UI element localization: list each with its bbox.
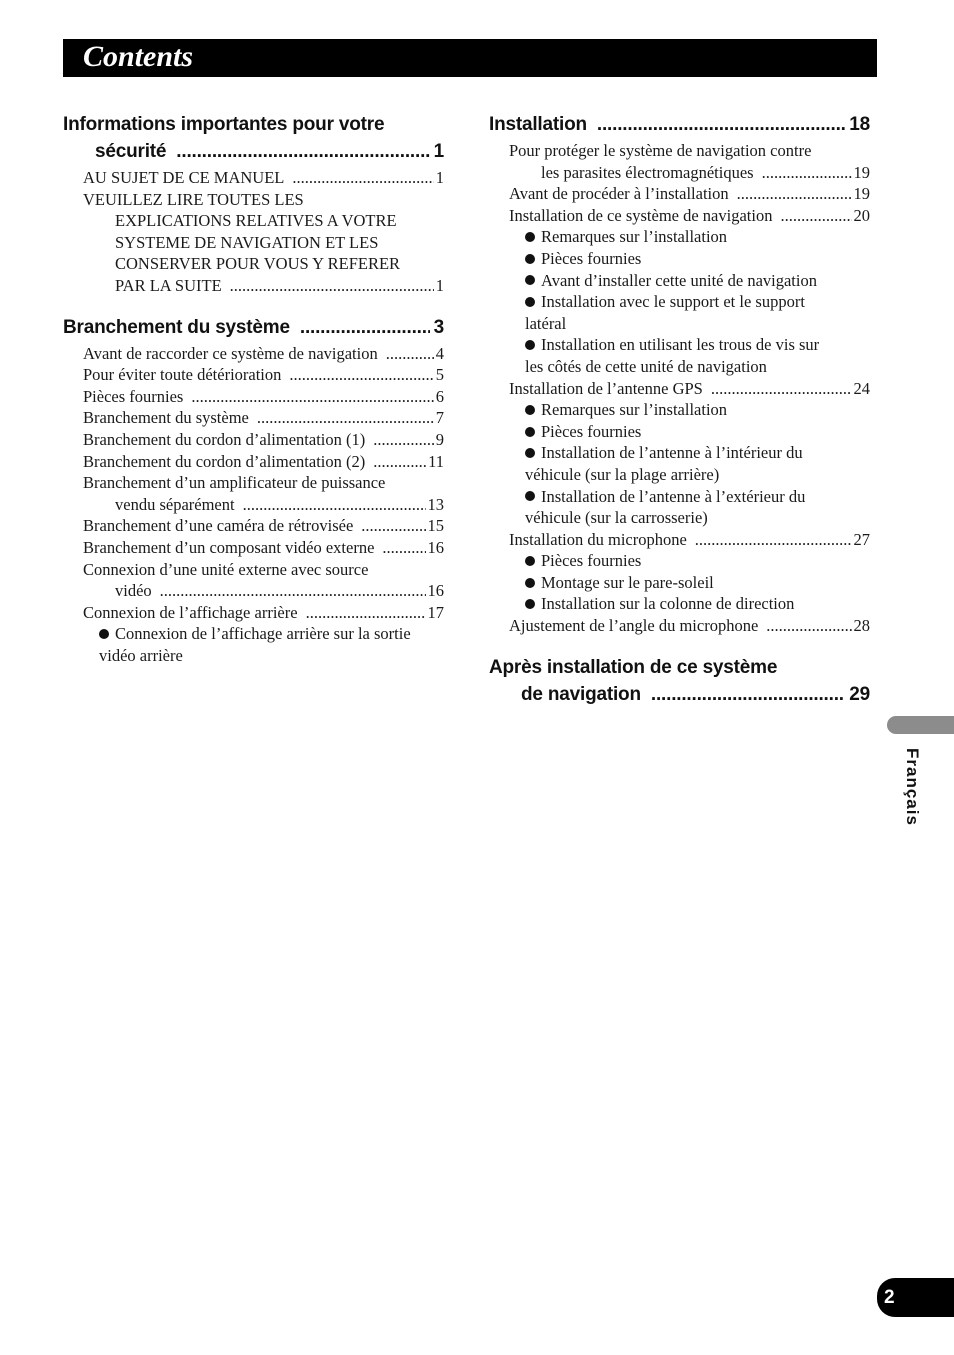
toc-entry[interactable] — [83, 343, 444, 365]
entry-page-number: 9 — [435, 429, 444, 449]
entry-text: latéral — [525, 313, 567, 333]
entry-page-number: 5 — [435, 365, 444, 385]
entry-page-number: 19 — [853, 162, 870, 182]
dot-leader — [651, 681, 845, 708]
entry-text: vidéo arrière — [99, 645, 183, 665]
entry-text: VEUILLEZ LIRE TOUTES LES — [83, 189, 304, 209]
entry-text: Branchement d’un amplificateur de puissance — [83, 473, 386, 493]
toc-section-connection[interactable] — [63, 314, 444, 341]
section-page-number: 1 — [433, 141, 444, 162]
toc-entry[interactable] — [83, 167, 444, 189]
entry-page-number: 20 — [853, 205, 870, 225]
dot-leader — [230, 275, 434, 297]
bullet-icon — [525, 340, 535, 350]
entry-text: Branchement du cordon d’alimentation (2) — [83, 451, 366, 471]
toc-subentry[interactable] — [509, 486, 870, 529]
entry-text: Pièces fournies — [541, 248, 642, 268]
bullet-icon — [525, 232, 535, 242]
toc-entry[interactable] — [83, 189, 444, 297]
entry-text: Pour éviter toute détérioration — [83, 365, 282, 385]
bullet-icon — [525, 254, 535, 264]
entry-text: Pièces fournies — [541, 551, 642, 571]
toc-section-after-installation[interactable] — [489, 654, 870, 708]
entry-page-number: 13 — [427, 494, 444, 514]
toc-entry[interactable] — [509, 183, 870, 205]
section-title: Branchement du système — [63, 316, 290, 338]
entry-page-number: 16 — [427, 581, 444, 601]
entry-text: Connexion d’une unité externe avec source — [83, 559, 369, 579]
entry-text: les parasites électromagnétiques — [541, 162, 754, 182]
dot-leader — [289, 364, 433, 386]
dot-leader — [300, 314, 430, 341]
bullet-icon — [525, 491, 535, 501]
entry-text: Avant de raccorder ce système de navigation — [83, 343, 378, 363]
entry-page-number: 1 — [435, 275, 444, 295]
entry-text: Montage sur le pare-soleil — [541, 572, 714, 592]
dot-leader — [386, 343, 434, 365]
toc-entry[interactable] — [83, 407, 444, 429]
toc-entry[interactable] — [509, 140, 870, 183]
entry-text: Connexion de l’affichage arrière sur la sortie — [115, 624, 411, 644]
bullet-icon — [525, 405, 535, 415]
toc-entry[interactable] — [83, 364, 444, 386]
page-number: 2 — [877, 1278, 954, 1317]
dot-leader — [382, 537, 425, 559]
entry-text: les côtés de cette unité de navigation — [525, 356, 767, 376]
entry-text: vendu séparément — [115, 494, 235, 514]
entry-page-number: 16 — [427, 537, 444, 557]
section-page-number: 3 — [433, 316, 444, 338]
dot-leader — [780, 205, 851, 227]
toc-subentry[interactable] — [83, 623, 444, 666]
toc-subentry[interactable] — [509, 399, 870, 421]
toc-subentry[interactable] — [509, 572, 870, 594]
entry-page-number: 6 — [435, 386, 444, 406]
section-title-line: sécurité — [95, 141, 167, 162]
entry-text: Installation de l’antenne à l’extérieur du — [541, 486, 806, 506]
dot-leader — [257, 407, 434, 429]
dot-leader — [373, 429, 434, 451]
dot-leader — [373, 451, 426, 473]
entry-page-number: 17 — [427, 602, 444, 622]
toc-entry[interactable] — [509, 205, 870, 227]
entry-page-number: 15 — [427, 516, 444, 536]
entry-page-number: 24 — [853, 378, 870, 398]
entry-text: Ajustement de l’angle du microphone — [509, 616, 759, 636]
entry-text: Installation avec le support et le support — [541, 292, 805, 312]
dot-leader — [176, 138, 429, 165]
toc-entry[interactable] — [509, 615, 870, 637]
entry-text: PAR LA SUITE — [115, 275, 222, 295]
entry-text: Branchement d’un composant vidéo externe — [83, 537, 375, 557]
toc-entry[interactable] — [83, 602, 444, 624]
entry-text: SYSTEME DE NAVIGATION ET LES — [115, 232, 379, 252]
toc-entry[interactable] — [83, 472, 444, 515]
toc-entry[interactable] — [509, 529, 870, 551]
section-page-number: 29 — [849, 683, 870, 705]
section-title-line: Après installation de ce système — [489, 656, 778, 678]
toc-subentry[interactable] — [509, 550, 870, 572]
dot-leader — [292, 167, 433, 189]
toc-entry[interactable] — [509, 378, 870, 400]
dot-leader — [243, 494, 426, 516]
dot-leader — [160, 580, 426, 602]
entry-page-number: 4 — [435, 343, 444, 363]
entry-text: Avant de procéder à l’installation — [509, 184, 729, 204]
toc-entry[interactable] — [83, 386, 444, 408]
dot-leader — [737, 183, 852, 205]
dot-leader — [695, 529, 852, 551]
toc-entry[interactable] — [83, 559, 444, 602]
section-title-line: de navigation — [521, 683, 641, 705]
entry-text: CONSERVER POUR VOUS Y REFERER — [115, 254, 401, 274]
language-label: Français — [903, 748, 922, 826]
entry-text: Avant d’installer cette unité de navigation — [541, 270, 817, 290]
toc-left-column — [63, 111, 444, 666]
entry-text: Connexion de l’affichage arrière — [83, 602, 298, 622]
entry-text: Installation de ce système de navigation — [509, 205, 773, 225]
dot-leader — [762, 162, 852, 184]
entry-text: véhicule (sur la carrosserie) — [525, 508, 708, 528]
section-title: Installation — [489, 114, 587, 135]
toc-entry[interactable] — [83, 537, 444, 559]
dot-leader — [306, 602, 426, 624]
bullet-icon — [525, 556, 535, 566]
entry-page-number: 11 — [428, 451, 444, 471]
entry-text: véhicule (sur la plage arrière) — [525, 464, 720, 484]
toc-subentry[interactable] — [509, 334, 870, 377]
toc-subentry[interactable] — [509, 593, 870, 615]
dot-leader — [597, 111, 845, 138]
entry-text: Pour protéger le système de navigation contre — [509, 141, 812, 160]
toc-subentry[interactable] — [509, 442, 870, 485]
entry-text: Remarques sur l’installation — [541, 227, 728, 247]
entry-text: vidéo — [115, 581, 152, 601]
bullet-icon — [525, 297, 535, 307]
entry-text: Branchement d’une caméra de rétrovisée — [83, 516, 354, 536]
entry-page-number: 28 — [853, 616, 870, 636]
entry-text: Remarques sur l’installation — [541, 400, 728, 420]
entry-page-number: 27 — [853, 529, 870, 549]
entry-page-number: 1 — [435, 168, 444, 187]
toc-subentry[interactable] — [509, 270, 870, 292]
entry-text: Installation de l’antenne GPS — [509, 378, 703, 398]
entry-text: AU SUJET DE CE MANUEL — [83, 168, 285, 187]
toc-subentry[interactable] — [509, 291, 870, 334]
toc-entry[interactable] — [83, 451, 444, 473]
toc-entry[interactable] — [83, 515, 444, 537]
entry-page-number: 19 — [853, 184, 870, 204]
entry-text: Pièces fournies — [541, 421, 642, 441]
section-page-number: 18 — [849, 114, 870, 135]
toc-section-installation[interactable] — [489, 111, 870, 138]
language-tab-marker — [887, 716, 954, 734]
entry-text: Branchement du système — [83, 408, 249, 428]
dot-leader — [766, 615, 851, 637]
page-title: Contents — [63, 39, 877, 77]
entry-text: Installation du microphone — [509, 529, 687, 549]
bullet-icon — [99, 629, 109, 639]
entry-page-number: 7 — [435, 408, 444, 428]
toc-subentry[interactable] — [509, 421, 870, 443]
entry-text: Branchement du cordon d’alimentation (1) — [83, 429, 366, 449]
toc-subentry[interactable] — [509, 226, 870, 248]
entry-text: EXPLICATIONS RELATIVES A VOTRE — [115, 211, 397, 231]
bullet-icon — [525, 599, 535, 609]
toc-section-safety[interactable] — [63, 111, 444, 165]
entry-text: Pièces fournies — [83, 386, 184, 406]
bullet-icon — [525, 578, 535, 588]
section-title-line: Informations importantes pour votre — [63, 114, 385, 135]
toc-right-column — [489, 111, 870, 708]
bullet-icon — [525, 427, 535, 437]
toc-entry[interactable] — [83, 429, 444, 451]
entry-text: Installation sur la colonne de direction — [541, 594, 795, 614]
bullet-icon — [525, 448, 535, 458]
entry-text: Installation de l’antenne à l’intérieur du — [541, 443, 803, 463]
toc-subentry[interactable] — [509, 248, 870, 270]
dot-leader — [361, 515, 425, 537]
entry-text: Installation en utilisant les trous de vis sur — [541, 335, 820, 355]
dot-leader — [191, 386, 433, 408]
bullet-icon — [525, 275, 535, 285]
dot-leader — [711, 378, 852, 400]
